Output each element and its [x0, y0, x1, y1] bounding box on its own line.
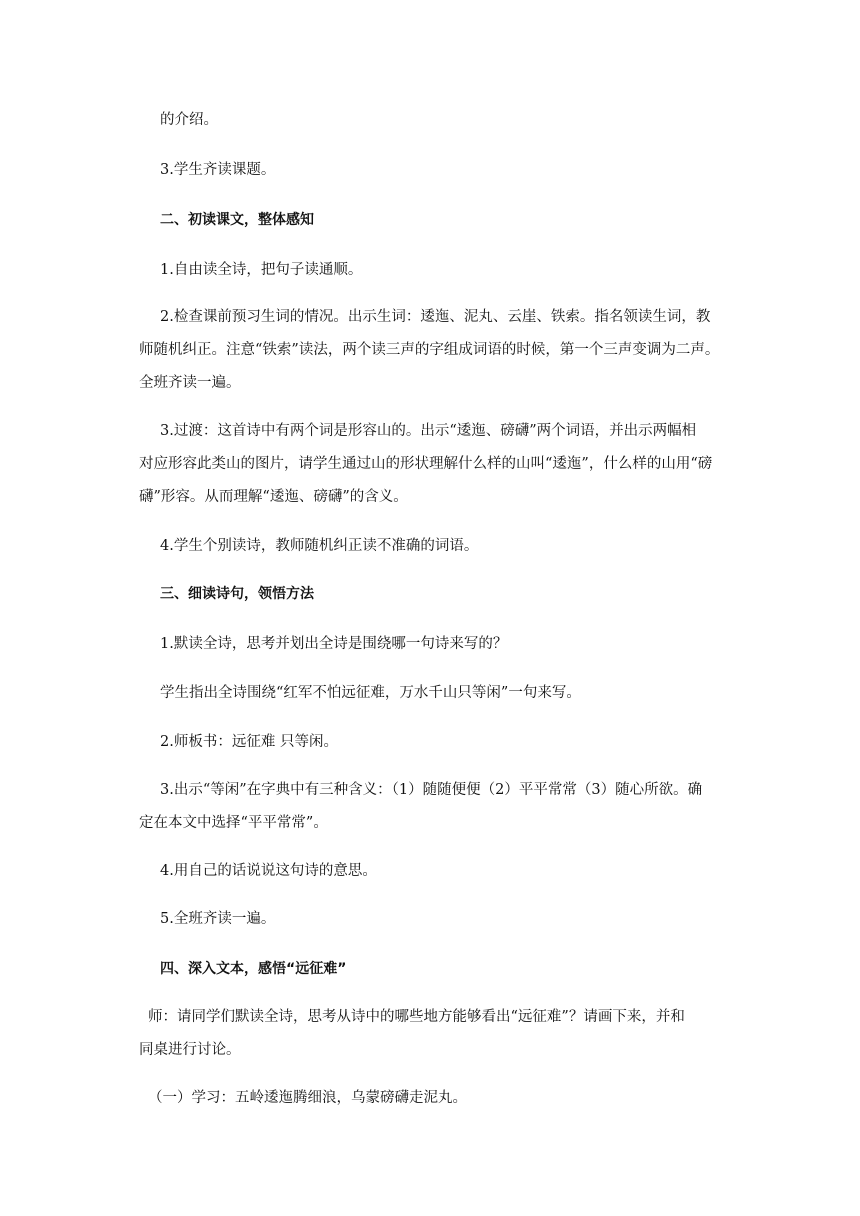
paragraph-study-line: （一）学习：五岭逶迤腾细浪，乌蒙磅礴走泥丸。	[148, 1090, 467, 1106]
paragraph-student-point: 学生指出全诗围绕“红军不怕远征难，万水千山只等闲”一句来写。	[160, 685, 581, 701]
paragraph-intro-tail: 的介绍。	[160, 112, 218, 128]
paragraph-board-writing: 2.师板书：远征难 只等闲。	[160, 734, 338, 750]
section-heading-2: 二、初读课文，整体感知	[160, 212, 314, 228]
paragraph-read-title: 3.学生齐读课题。	[160, 162, 276, 178]
paragraph-check-words-l3: 全班齐读一遍。	[139, 375, 241, 391]
paragraph-teacher-l2: 同桌进行讨论。	[139, 1042, 241, 1058]
paragraph-transition-l2: 对应形容此类山的图片，请学生通过山的形状理解什么样的山叫“逶迤”，什么样的山用“磅	[139, 456, 713, 472]
paragraph-transition-l3: 礴”形容。从而理解“逶迤、磅礴”的含义。	[139, 489, 408, 505]
section-heading-3: 三、细读诗句，领悟方法	[160, 586, 314, 602]
paragraph-individual-read: 4.学生个别读诗，教师随机纠正读不准确的词语。	[160, 538, 479, 554]
paragraph-own-words: 4.用自己的话说说这句诗的意思。	[160, 863, 377, 879]
paragraph-check-words-l2: 师随机纠正。注意“铁索”读法，两个读三声的字组成词语的时候，第一个三声变调为二声。	[139, 342, 720, 358]
paragraph-silent-read: 1.默读全诗，思考并划出全诗是围绕哪一句诗来写的？	[160, 636, 508, 652]
paragraph-transition-l1: 3.过渡：这首诗中有两个词是形容山的。出示“逶迤、磅礴”两个词语，并出示两幅相	[160, 423, 697, 439]
section-heading-4: 四、深入文本，感悟“远征难”	[160, 961, 347, 977]
paragraph-dictionary-l1: 3.出示“等闲”在字典中有三种含义：（1）随随便便（2）平平常常（3）随心所欲。确	[160, 782, 703, 798]
paragraph-class-read: 5.全班齐读一遍。	[160, 911, 276, 927]
paragraph-free-read: 1.自由读全诗，把句子读通顺。	[160, 262, 363, 278]
paragraph-check-words-l1: 2.检查课前预习生词的情况。出示生词：逶迤、泥丸、云崖、铁索。指名领读生词，教	[160, 309, 711, 325]
paragraph-dictionary-l2: 定在本文中选择“平平常常”。	[139, 815, 328, 831]
paragraph-teacher-l1: 师：请同学们默读全诗，思考从诗中的哪些地方能够看出“远征难”？请画下来，并和	[148, 1009, 685, 1025]
